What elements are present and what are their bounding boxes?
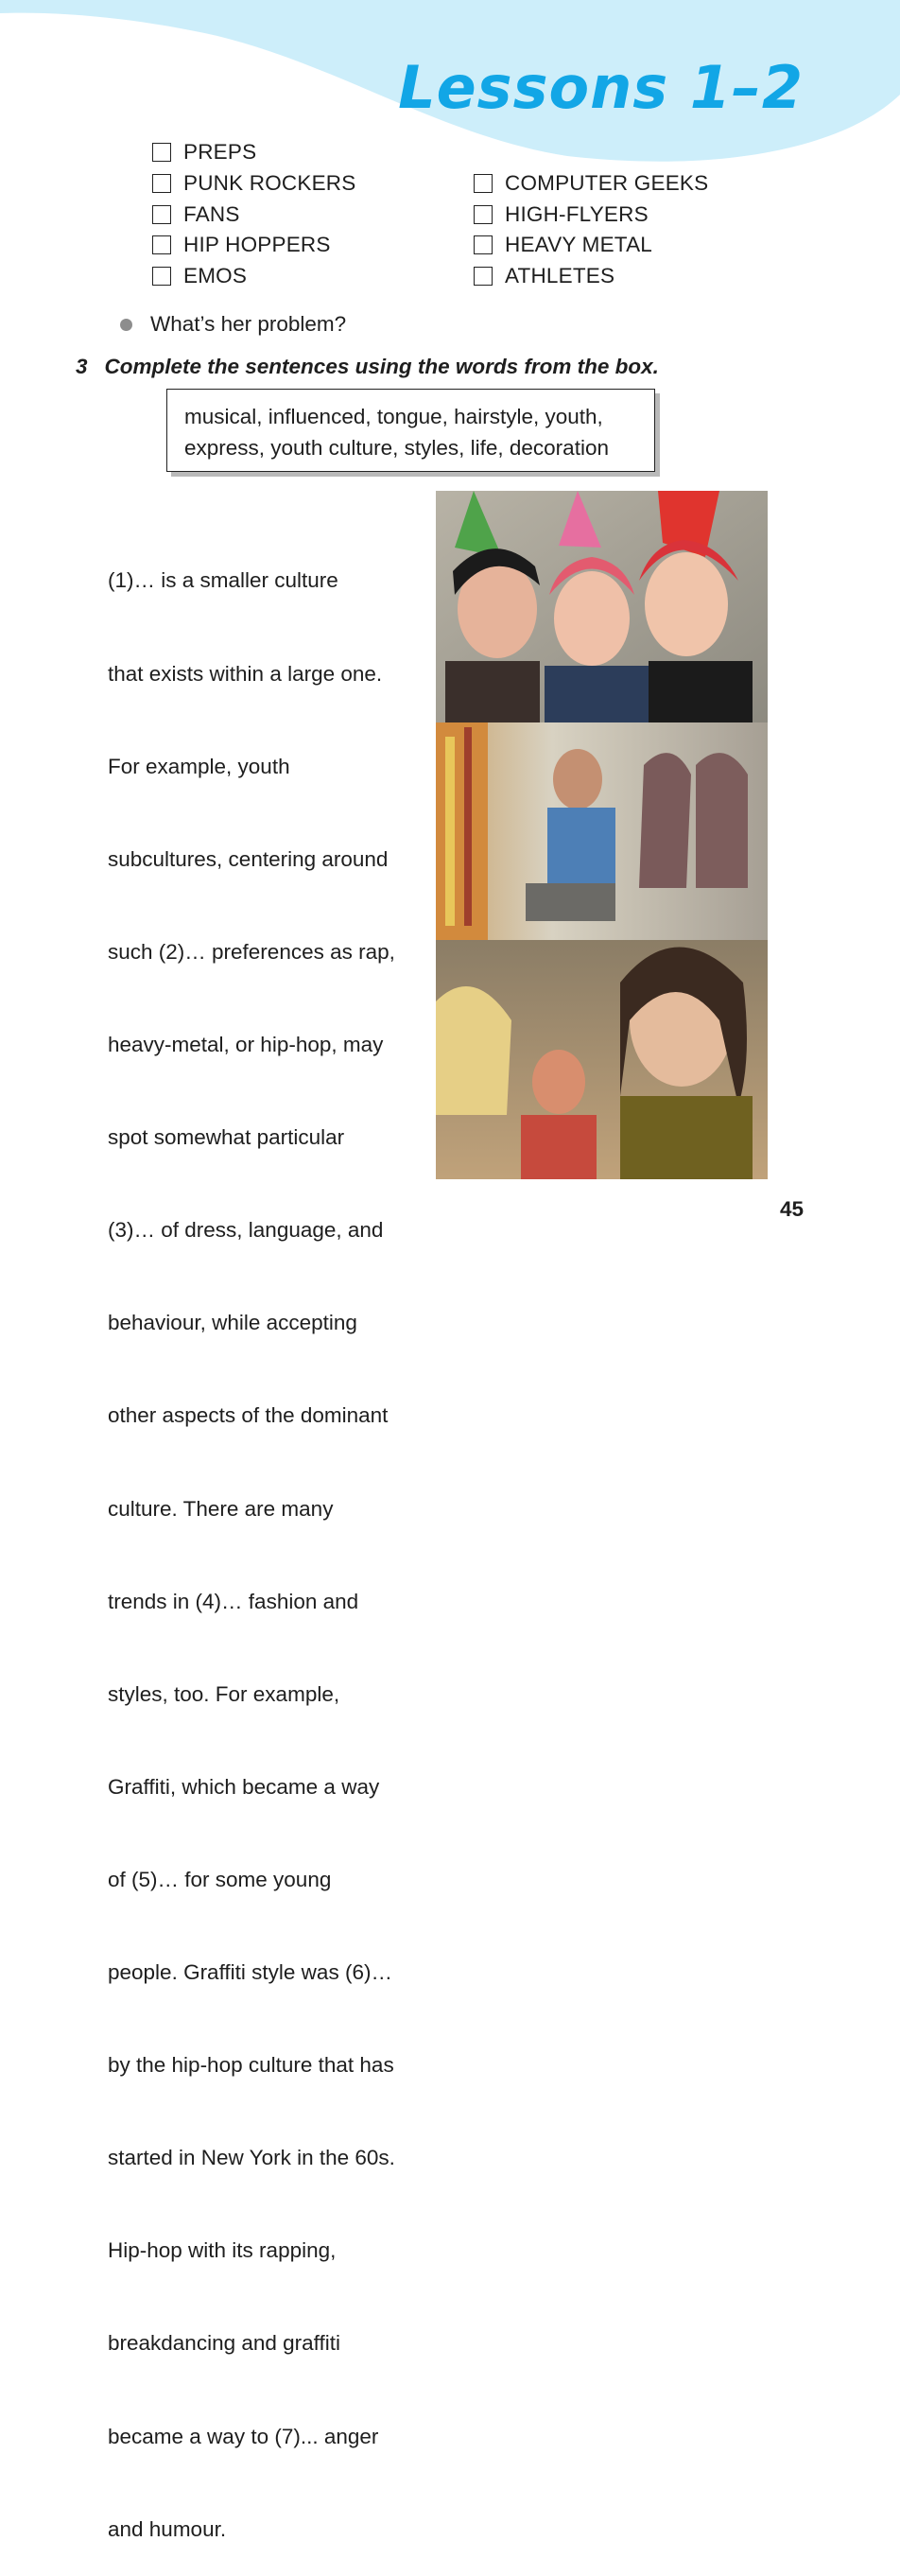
passage-line: culture. There are many [108,1496,334,1521]
option-label: PREPS [183,140,257,164]
option-label: EMOS [183,264,248,287]
option-computer-geeks[interactable] [474,170,708,197]
subculture-photo-collage [436,491,768,1179]
option-label: COMPUTER GEEKS [505,171,709,195]
checkbox[interactable] [474,267,493,286]
checkbox[interactable] [152,143,171,162]
task-number: 3 [76,355,88,378]
word-box [166,389,655,472]
passage-line: by the hip-hop culture that has [108,2053,394,2078]
option-high-flyers[interactable] [474,201,649,228]
bullet-dot-icon [120,319,132,331]
option-heavy-metal[interactable] [474,232,652,258]
passage-line: and humour. [108,2516,227,2541]
passage-line: trends in (4)… fashion and [108,1589,359,1613]
passage-line: (1)… is a smaller culture [108,568,338,593]
option-hip-hoppers[interactable] [152,232,331,258]
passage-line: behaviour, while accepting [108,1311,357,1335]
passage-line: of (5)… for some young [108,1867,332,1891]
checkbox[interactable] [152,205,171,224]
option-label: PUNK ROCKERS [183,171,356,195]
passage-line: other aspects of the dominant [108,1403,389,1428]
passage-line: became a way to (7)... anger [108,2424,379,2448]
option-emos[interactable] [152,263,247,289]
passage-line: subcultures, centering around [108,846,389,871]
passage-line: started in New York in the 60s. [108,2146,395,2170]
lesson-title: Lessons 1–2 [398,53,804,122]
passage-line: (3)… of dress, language, and [108,1218,384,1243]
passage-line: people. Graffiti style was (6)… [108,1960,392,1985]
passage-line: Hip-hop with its rapping, [108,2238,337,2263]
option-preps[interactable] [152,139,256,165]
option-athletes[interactable] [474,263,614,289]
word-box-line: musical, influenced, tongue, hairstyle, youth, [184,405,603,428]
option-label: ATHLETES [505,264,615,287]
passage-line: Graffiti, which became a way [108,1774,380,1799]
checkbox[interactable] [152,174,171,193]
reading-passage [108,504,422,2576]
option-label: HIGH-FLYERS [505,202,649,226]
checkbox[interactable] [474,174,493,193]
task-instruction: Complete the sentences using the words from the box. [104,355,659,378]
passage-line: that exists within a large one. [108,661,383,686]
checkbox[interactable] [474,235,493,254]
passage-line: spot somewhat particular [108,1125,345,1150]
word-box-line: express, youth culture, styles, life, decoration [184,436,609,460]
checkbox[interactable] [152,235,171,254]
option-fans[interactable] [152,201,240,228]
option-punk-rockers[interactable] [152,170,355,197]
passage-line: breakdancing and graffiti [108,2331,341,2356]
task-heading [76,355,659,379]
passage-line: styles, too. For example, [108,1681,340,1706]
checkbox[interactable] [474,205,493,224]
option-label: HIP HOPPERS [183,233,331,256]
passage-line: For example, youth [108,754,290,778]
passage-line: such (2)… preferences as rap, [108,939,395,964]
option-label: HEAVY METAL [505,233,652,256]
page-number: 45 [779,1197,804,1221]
option-label: FANS [183,202,240,226]
question-bullet [120,312,346,337]
passage-line: heavy-metal, or hip-hop, may [108,1032,384,1056]
question-text: What’s her problem? [150,312,347,336]
checkbox[interactable] [152,267,171,286]
